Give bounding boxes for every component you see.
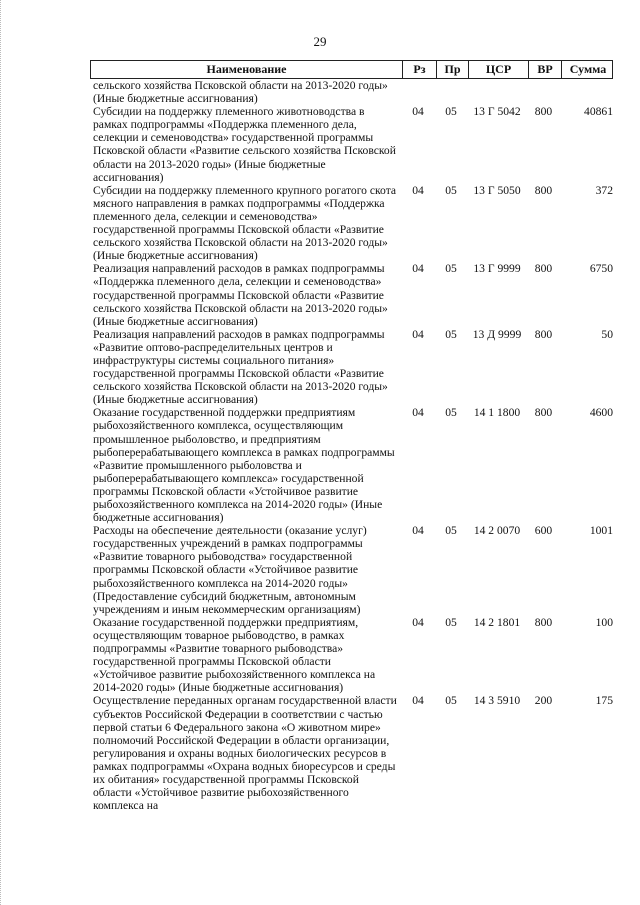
row-sum: 175 <box>595 694 613 708</box>
table-row <box>90 616 613 695</box>
row-name: сельского хозяйства Псковской области на 2013-2020 годы» (Иные бюджетные ассигнования) <box>93 79 388 106</box>
row-csr: 13 Г 5050 <box>473 183 521 197</box>
header-vr: ВР <box>528 61 561 78</box>
row-rz: 04 <box>412 694 424 708</box>
table-row <box>90 79 613 105</box>
row-vr: 800 <box>534 406 553 420</box>
row-rz: 04 <box>412 524 424 538</box>
row-rz: 04 <box>412 615 424 629</box>
table-row <box>90 328 613 407</box>
row-csr: 13 Г 9999 <box>473 262 521 276</box>
row-vr: 600 <box>534 524 553 538</box>
row-sum: 372 <box>595 183 613 197</box>
row-vr: 800 <box>534 262 553 276</box>
row-pr: 05 <box>445 615 457 629</box>
table-header <box>90 60 613 79</box>
row-csr: 13 Д 9999 <box>472 327 522 341</box>
row-csr: 14 3 5910 <box>473 694 521 708</box>
table-row <box>90 184 613 263</box>
row-vr: 200 <box>534 694 553 708</box>
table-row <box>90 406 613 524</box>
table-row <box>90 105 613 184</box>
row-name: Осуществление переданных органам государственной власти субъектов Российской Федерации в соответствии с частью первой статьи 6 Федерального закона «О животном мире» полномочий Российской Федерации в области организации, регулирования и охраны водных биологических ресурсов в рамках подпрограммы «Охрана водных биоресурсов и среды их обитания» государственной программы Псковской области «Устойчивое развитие рыбохозяйственного комплекса на <box>93 694 397 813</box>
row-sum: 6750 <box>589 262 613 276</box>
row-pr: 05 <box>445 694 457 708</box>
row-sum: 4600 <box>589 406 613 420</box>
row-name: Оказание государственной поддержки предприятиям рыбохозяйственного комплекса, осуществляющим промышленное рыболовство, и предприятиям рыбоперерабатывающего комплекса в рамках подпрограммы «Развитие промышленного рыболовства и рыбоперерабатывающего комплекса» государственной программы Псковской области «Устойчивое развитие рыбохозяйственного комплекса на 2014-2020 годы» (Иные бюджетные ассигнования) <box>93 406 395 525</box>
row-vr: 800 <box>534 327 553 341</box>
row-pr: 05 <box>445 105 457 119</box>
header-name: Наименование <box>206 62 287 76</box>
row-csr: 14 2 0070 <box>473 524 521 538</box>
row-sum: 100 <box>595 615 613 629</box>
row-vr: 800 <box>534 105 553 119</box>
scan-edge-marks <box>0 0 3 905</box>
header-csr: ЦСР <box>468 61 528 78</box>
row-csr: 14 2 1801 <box>473 615 521 629</box>
table-row <box>90 694 613 812</box>
row-pr: 05 <box>445 406 457 420</box>
row-pr: 05 <box>445 183 457 197</box>
row-pr <box>435 79 467 105</box>
row-sum: 1001 <box>589 524 613 538</box>
header-sum: Сумма <box>561 61 614 78</box>
row-sum: 50 <box>601 327 613 341</box>
row-rz: 04 <box>412 406 424 420</box>
row-pr: 05 <box>445 524 457 538</box>
row-rz: 04 <box>412 183 424 197</box>
row-rz: 04 <box>412 262 424 276</box>
row-csr <box>467 79 527 105</box>
row-vr <box>527 79 560 105</box>
row-rz: 04 <box>412 327 424 341</box>
row-name: Реализация направлений расходов в рамках подпрограммы «Поддержка племенного дела, селекции и семеноводства» государственной программы Псковской области «Развитие сельского хозяйства Псковской области на 2013-2020 годы» (Иные бюджетные ассигнования) <box>93 262 388 328</box>
row-name: Субсидии на поддержку племенного животноводства в рамках подпрограммы «Поддержка племенного дела, селекции и семеноводства» государственной программы Псковской области «Развитие сельского хозяйства Псковской области на 2013-2020 годы» (Иные бюджетные ассигнования) <box>93 105 396 184</box>
page-number: 29 <box>313 34 327 49</box>
row-name: Расходы на обеспечение деятельности (оказание услуг) государственных учреждений в рамках подпрограммы «Развитие товарного рыбоводства» государственной программы Псковской области «Устойчивое развитие рыбохозяйственного комплекса на 2014-2020 годы» (Предоставление субсидий бюджетным, автономным учреждениям и иным некоммерческим организациям) <box>93 524 367 616</box>
row-pr: 05 <box>445 327 457 341</box>
row-rz <box>401 79 435 105</box>
header-rz: Рз <box>402 61 436 78</box>
row-vr: 800 <box>534 183 553 197</box>
row-name: Субсидии на поддержку племенного крупного рогатого скота мясного направления в рамках подпрограммы «Поддержка племенного дела, селекции и семеноводства» государственной программы Псковской области «Развитие сельского хозяйства Псковской области на 2013-2020 годы» (Иные бюджетные ассигнования) <box>93 183 397 263</box>
row-csr: 14 1 1800 <box>473 406 521 420</box>
row-sum: 40861 <box>584 105 613 119</box>
header-pr: Пр <box>436 61 468 78</box>
row-csr: 13 Г 5042 <box>473 105 521 119</box>
budget-table <box>90 60 613 812</box>
row-name: Реализация направлений расходов в рамках подпрограммы «Развитие оптово-распределительных центров и инфраструктуры системы социального питания» государственной программы Псковской области «Развитие сельского хозяйства Псковской области на 2013-2020 годы» (Иные бюджетные ассигнования) <box>93 327 388 407</box>
table-row <box>90 524 613 616</box>
row-rz: 04 <box>412 105 424 119</box>
row-vr: 800 <box>534 615 553 629</box>
table-body <box>90 79 613 812</box>
row-name: Оказание государственной поддержки предприятиям, осуществляющим товарное рыбоводство, в рамках подпрограммы «Развитие товарного рыбоводства» государственной программы Псковской области «Устойчивое развитие рыбохозяйственного комплекса на 2014-2020 годы» (Иные бюджетные ассигнования) <box>93 615 376 695</box>
table-row <box>90 262 613 327</box>
row-pr: 05 <box>445 262 457 276</box>
row-sum <box>560 79 613 105</box>
